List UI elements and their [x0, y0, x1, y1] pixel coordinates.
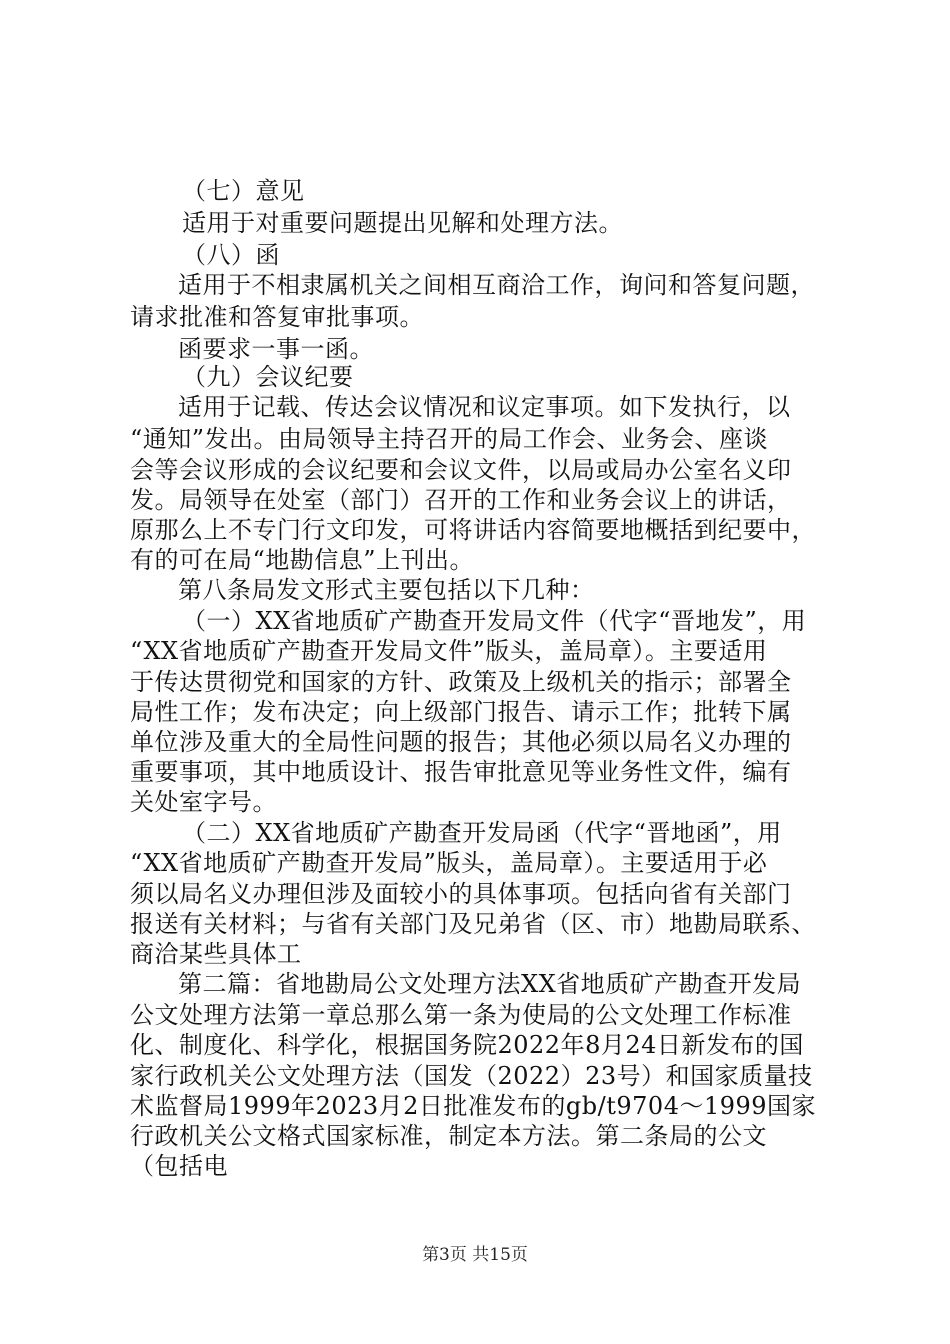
paragraph-line: “XX省地质矿产勘查开发局”版头，盖局章）。主要适用于必: [130, 849, 768, 877]
paragraph-line: 商洽某些具体工: [130, 940, 302, 968]
paragraph-line: 会等会议形成的会议纪要和会议文件，以局或局办公室名义印: [130, 456, 792, 484]
paragraph-line: 适用于记载、传达会议情况和议定事项。如下发执行，以: [178, 393, 791, 421]
paragraph-line: 化、制度化、科学化，根据国务院2022年8月24日新发布的国: [130, 1031, 804, 1059]
paragraph-line: 报送有关材料；与省有关部门及兄弟省（区、市）地勘局联系、: [130, 910, 816, 938]
paragraph-line: 重要事项，其中地质设计、报告审批意见等业务性文件，编有: [130, 758, 792, 786]
paragraph-line: 函要求一事一函。: [178, 335, 374, 363]
paragraph-line: （包括电: [130, 1152, 228, 1180]
paragraph-line: 发。局领导在处室（部门）召开的工作和业务会议上的讲话，: [130, 486, 792, 514]
paragraph-line: 家行政机关公文处理方法（国发（2022）23号）和国家质量技: [130, 1062, 813, 1090]
paragraph-line: 局性工作；发布决定；向上级部门报告、请示工作；批转下属: [130, 698, 792, 726]
paragraph-line: 有的可在局“地勘信息”上刊出。: [130, 546, 475, 574]
paragraph-line: 术监督局1999年2023月2日批准发布的gb/t9704～1999国家: [130, 1092, 817, 1120]
paragraph-line: 第八条局发文形式主要包括以下几种：: [178, 576, 595, 604]
paragraph-line: 适用于对重要问题提出见解和处理方法。: [182, 209, 623, 237]
paragraph-line: 请求批准和答复审批事项。: [130, 303, 424, 331]
heading-minutes: （九）会议纪要: [182, 363, 354, 391]
paragraph-line: （一）XX省地质矿产勘查开发局文件（代字“晋地发”，用: [182, 607, 807, 635]
section-heading-part-two: 第二篇：省地勘局公文处理方法XX省地质矿产勘查开发局: [178, 970, 802, 998]
page-number-footer: 第3页 共15页: [422, 1245, 528, 1265]
paragraph-line: 须以局名义办理但涉及面较小的具体事项。包括向省有关部门: [130, 880, 792, 908]
paragraph-line: 适用于不相隶属机关之间相互商洽工作，询问和答复问题，: [178, 271, 815, 299]
paragraph-line: （二）XX省地质矿产勘查开发局函（代字“晋地函”，用: [182, 819, 782, 847]
heading-opinion: （七）意见: [182, 177, 305, 205]
heading-letter: （八）函: [182, 241, 280, 269]
paragraph-line: 关处室字号。: [130, 788, 277, 816]
paragraph-line: 原那么上不专门行文印发，可将讲话内容简要地概括到纪要中，: [130, 516, 816, 544]
paragraph-line: 行政机关公文格式国家标准，制定本方法。第二条局的公文: [130, 1122, 767, 1150]
paragraph-line: 于传达贯彻党和国家的方针、政策及上级机关的指示；部署全: [130, 668, 792, 696]
paragraph-line: 单位涉及重大的全局性问题的报告；其他必须以局名义办理的: [130, 728, 792, 756]
paragraph-line: “通知”发出。由局领导主持召开的局工作会、业务会、座谈: [130, 425, 769, 453]
paragraph-line: 公文处理方法第一章总那么第一条为使局的公文处理工作标准: [130, 1001, 792, 1029]
paragraph-line: “XX省地质矿产勘查开发局文件”版头，盖局章）。主要适用: [130, 637, 768, 665]
